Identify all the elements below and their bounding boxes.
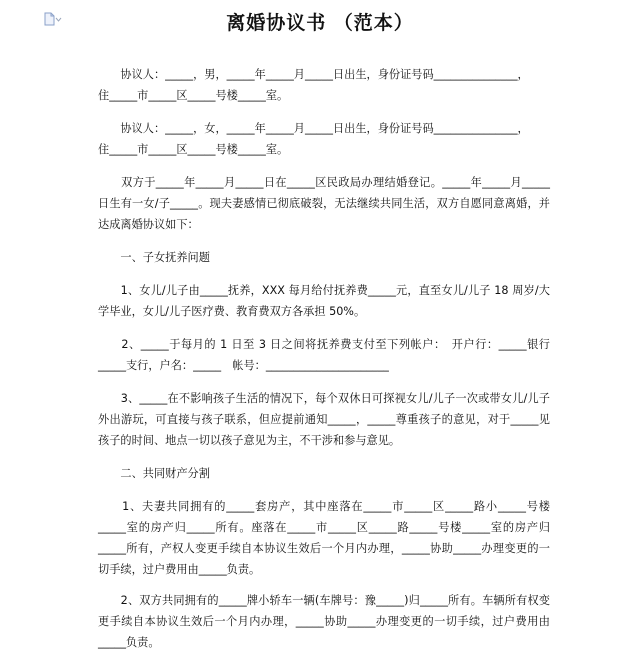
document-body	[98, 64, 550, 653]
page-title: 离婚协议书 （范本）	[226, 12, 414, 34]
party-two-line-1: 协议人：_____，女，_____年_____月_____日出生，身份证号码_______________，	[98, 122, 529, 135]
clause-support-payment: 2、_____于每月的 1 日至 3 日之间将抚养费支付至下列帐户： 开户行：_____银行_____支行，户名：_____ 帐号：______________________	[98, 338, 550, 372]
clause-vehicle: 2、双方共同拥有的_____牌小轿车一辆(车牌号：豫_____)归_____所有。车辆所有权变更手续自本协议生效后一个月内办理，_____协助_____办理变更的一切手续，过户费用由_____负责。	[98, 594, 550, 649]
clause-visitation: 3、_____在不影响孩子生活的情况下，每个双休日可探视女儿/儿子一次或带女儿/儿子外出游玩，可直接与孩子联系，但应提前通知_____，_____尊重孩子的意见，对于_____见孩子的时间、地点一切以孩子意见为主，不干涉和参与意见。	[98, 392, 550, 447]
party-two-line-2: 住_____市_____区_____号楼_____室。	[98, 143, 289, 156]
clause-child-custody: 1、女儿/儿子由_____抚养，XXX 每月给付抚养费_____元，直至女儿/儿子 18 周岁/大学毕业，女儿/儿子医疗费、教育费双方各承担 50%。	[98, 284, 550, 318]
section-heading-property: 二、共同财产分割	[98, 467, 210, 480]
section-heading-children: 一、子女抚养问题	[98, 251, 210, 264]
party-one-line-2: 住_____市_____区_____号楼_____室。	[98, 89, 289, 102]
party-one-line-1: 协议人：_____，男，_____年_____月_____日出生，身份证号码_______________，	[98, 68, 529, 81]
marriage-statement: 双方于_____年_____月_____日在_____区民政局办理结婚登记。_____年_____月_____日生有一女/子_____。现夫妻感情已彻底破裂，无法继续共同生活，双方自愿同意离婚，并达成离婚协议如下：	[98, 176, 550, 231]
clause-real-estate: 1、夫妻共同拥有的_____套房产，其中座落在_____市_____区_____路小_____号楼_____室的房产归_____所有。座落在_____市_____区_____路_____号楼_____室的房产归_____所有，产权人变更手续自本协议生效后一个月内办理，_____协助_____办理变更的一切手续，过户费用由_____负责。	[98, 500, 550, 576]
